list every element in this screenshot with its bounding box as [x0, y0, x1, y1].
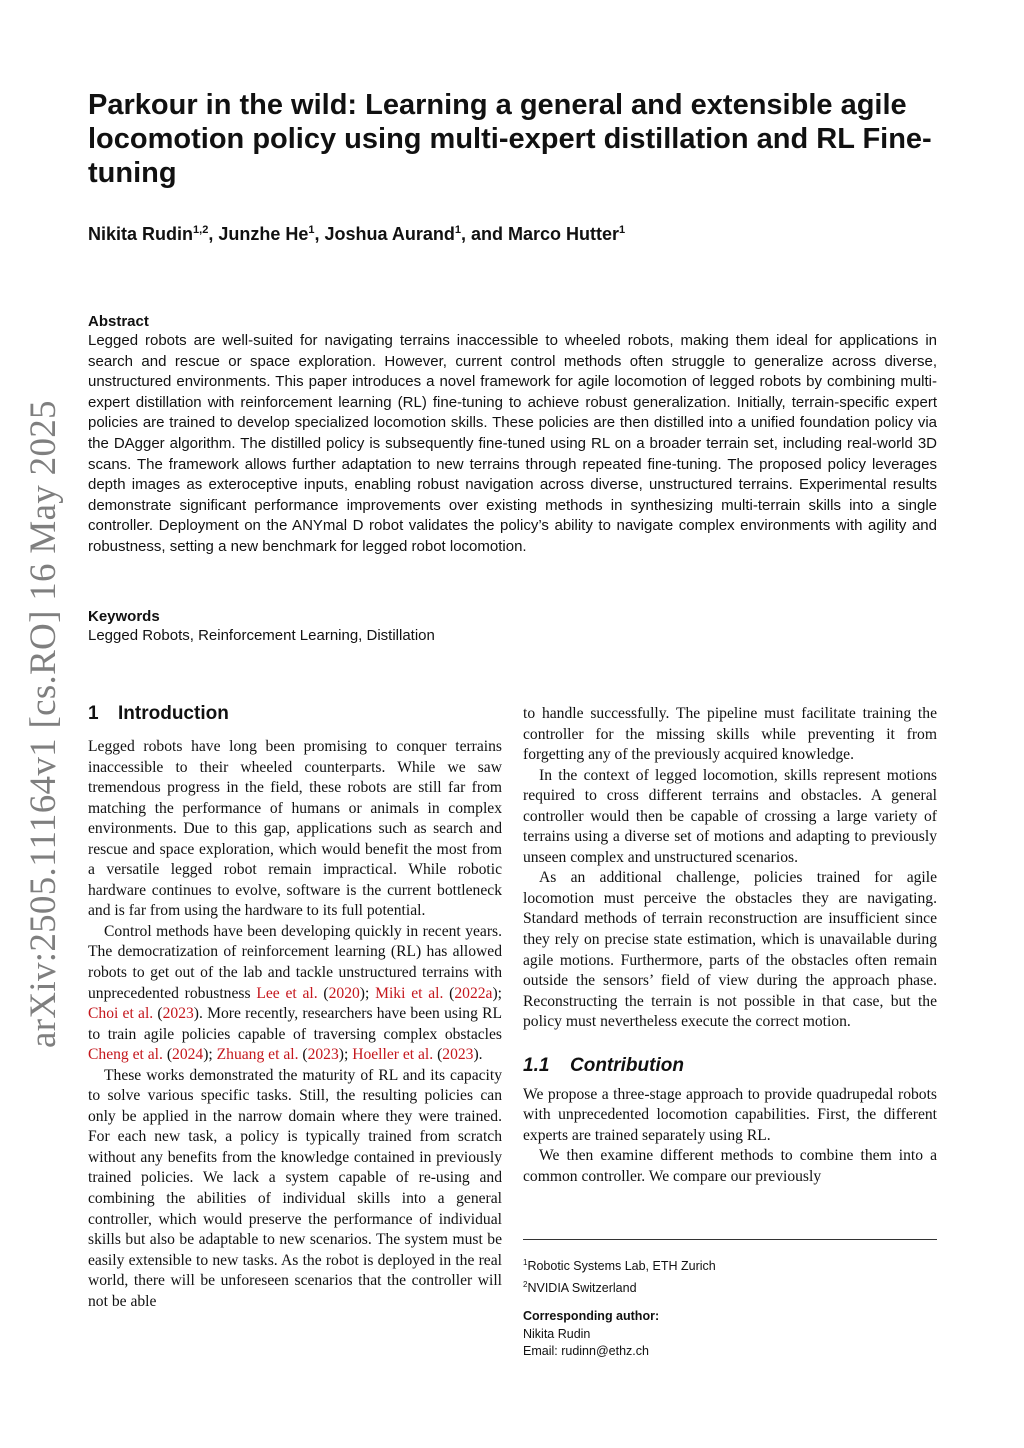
corresponding-author-email[interactable]: Email: rudinn@ethz.ch	[523, 1344, 649, 1358]
citation-year-link[interactable]: 2023	[162, 1005, 194, 1023]
contribution-paragraph-1: We propose a three-stage approach to provide quadrupedal robots with unprecedented locomotion capabilities. First, the different experts are trained separately using RL.	[523, 1085, 937, 1144]
footnote-affiliation-2	[523, 1276, 937, 1298]
paragraph-text: Control methods have been developing quickly in recent years. The democratization of reinforcement learning (RL) has allowed robots to get out of the lab and tackle unstructured terrains with unprecedented robustness	[88, 922, 502, 1002]
paragraph-text: (	[443, 984, 455, 1002]
citation-link[interactable]: Cheng et al.	[88, 1046, 163, 1064]
footnote-mark: 2	[523, 1279, 528, 1289]
intro-paragraph-1: Legged robots have long been promising to conquer terrains inaccessible to their wheeled counterparts. While we saw tremendous progress in the field, these robots are still far from matching the performance of humans or animals in complex environments. Due to this gap, applications such as search and rescue and space exploration, which would benefit the most from a versatile legged robot remain impractical. While robotic hardware continues to evolve, software is the current bottleneck and is far from using the hardware to its full potential.	[88, 738, 502, 920]
arxiv-sidebar-stamp: arXiv:2505.11164v1 [cs.RO] 16 May 2025	[23, 400, 64, 1048]
section-title: Introduction	[118, 703, 229, 724]
footnote-text: Robotic Systems Lab, ETH Zurich	[527, 1259, 716, 1273]
footnote-text: NVIDIA Switzerland	[527, 1280, 637, 1295]
paragraph-text: (	[153, 1005, 163, 1023]
author-name: Joshua Aurand	[324, 224, 455, 244]
citation-link[interactable]: Zhuang et al.	[216, 1046, 299, 1064]
intro-paragraph-4: to handle successfully. The pipeline must facilitate training the controller for the missing skills while preventing it from forgetting any of the previously acquired knowledge.	[523, 705, 937, 764]
author-separator: ,	[314, 224, 325, 244]
intro-paragraph-6: As an additional challenge, policies trained for agile locomotion must perceive the obstacles they are navigating. Standard methods of terrain reconstruction are insufficient since they rely on precise state estimation, which is unavailable during agile motions. Furthermore, parts of the obstacles often remain outside the sensors’ field of view during the approach phase. Reconstructing the terrain is not possible in that case, but the policy must nevertheless execute the correct motion.	[523, 869, 937, 1031]
footnotes	[523, 1254, 937, 1361]
subsection-number: 1.1	[523, 1054, 550, 1076]
author-separator: ,	[208, 224, 219, 244]
subsection-title: Contribution	[570, 1054, 684, 1076]
abstract-section	[88, 313, 937, 558]
author-list	[88, 224, 948, 245]
footnote-divider	[523, 1239, 937, 1240]
citation-link[interactable]: Lee et al.	[256, 984, 318, 1002]
author-name: Junzhe He	[218, 224, 309, 244]
author-name: Nikita Rudin	[88, 224, 194, 244]
keywords-section	[88, 608, 937, 646]
paragraph-text: );	[359, 984, 376, 1002]
author-name: Marco Hutter	[508, 224, 620, 244]
contribution-heading	[523, 1054, 937, 1078]
author-affiliation: 1,2	[193, 224, 209, 236]
citation-year-link[interactable]: 2023	[442, 1046, 474, 1064]
paragraph-text: );	[203, 1046, 217, 1064]
paragraph-text: ).	[473, 1046, 483, 1064]
author-affiliation: 1	[308, 224, 315, 236]
citation-link[interactable]: Hoeller et al.	[352, 1046, 434, 1064]
right-column	[523, 704, 937, 1187]
paragraph-text: );	[492, 984, 502, 1002]
paragraph-text: (	[433, 1046, 443, 1064]
abstract-text: Legged robots are well-suited for navigating terrains inaccessible to wheeled robots, making them ideal for applications in search and rescue or space exploration. However, current control methods often struggle to generalize across diverse, unstructured environments. This paper introduces a novel framework for agile locomotion of legged robots by combining multi-expert distillation with reinforcement learning (RL) fine-tuning to achieve robust generalization. Initially, terrain-specific expert policies are trained to develop specialized locomotion skills. These policies are then distilled into a unified foundation policy via the DAgger algorithm. The distilled policy is subsequently fine-tuned using RL on a broader terrain set, including real-world 3D scans. The framework allows further adaptation to new terrains through repeated fine-tuning. The proposed policy leverages depth images as exteroceptive inputs, enabling robust navigation across diverse, unstructured terrains. Experimental results demonstrate significant performance improvements over existing methods in synthesizing multi-terrain skills into a single controller. Deployment on the ANYmal D robot validates the policy’s ability to navigate complex environments with agility and robustness, setting a new benchmark for legged robot locomotion.	[88, 332, 937, 555]
paper-title: Parkour in the wild: Learning a general and extensible agile locomotion policy using multi-expert distillation and RL Fine-tuning	[88, 89, 932, 189]
section-number: 1	[88, 703, 99, 724]
author-separator: , and	[460, 224, 508, 244]
corresponding-author-label: Corresponding author:	[523, 1309, 660, 1323]
left-column	[88, 702, 502, 1312]
citation-year-link[interactable]: 2022a	[454, 984, 493, 1002]
paragraph-text: (	[162, 1046, 173, 1064]
keywords-heading: Keywords	[88, 608, 160, 625]
footnote-affiliation-1	[523, 1254, 937, 1276]
author-affiliation: 1	[619, 224, 626, 236]
keywords-text: Legged Robots, Reinforcement Learning, Distillation	[88, 627, 435, 644]
intro-paragraph-2	[88, 922, 502, 1066]
introduction-heading	[88, 702, 502, 726]
paragraph-text: );	[338, 1046, 353, 1064]
paragraph-text: (	[298, 1046, 308, 1064]
footnote-mark: 1	[523, 1258, 528, 1267]
paragraph-text: (	[317, 984, 329, 1002]
citation-year-link[interactable]: 2024	[172, 1046, 204, 1064]
contribution-paragraph-2: We then examine different methods to combine them into a common controller. We compare our previously	[523, 1147, 937, 1185]
abstract-heading: Abstract	[88, 313, 149, 330]
citation-link[interactable]: Choi et al.	[88, 1005, 154, 1023]
intro-paragraph-5: In the context of legged locomotion, skills represent motions required to cross different terrains and obstacles. A general controller would then be capable of crossing a large variety of terrains using a diverse set of motions and adapting to previously unseen complex and unstructured scenarios.	[523, 766, 937, 866]
intro-paragraph-3: These works demonstrated the maturity of RL and its capacity to solve various specific tasks. Still, the resulting policies can only be applied in the narrow domain where they were trained. For each new task, a policy is typically trained from scratch without any benefits from the knowledge contained in previously trained policies. We lack a system capable of re-using and combining the abilities of individual skills into a general controller, which would preserve the performance of individual skills but also be adaptable to new scenarios. The system must be easily extensible to new tasks. As the robot is deployed in the real world, there will be unforeseen scenarios that the controller will not be able	[88, 1066, 502, 1310]
citation-link[interactable]: Miki et al.	[375, 984, 444, 1002]
paragraph-text: ). More recently, researchers have been using RL to train agile policies capable of traversing complex obstacles	[88, 1005, 503, 1043]
citation-year-link[interactable]: 2020	[328, 984, 360, 1002]
author-affiliation: 1	[454, 224, 461, 236]
corresponding-author-name: Nikita Rudin	[523, 1326, 591, 1341]
citation-year-link[interactable]: 2023	[307, 1046, 339, 1064]
